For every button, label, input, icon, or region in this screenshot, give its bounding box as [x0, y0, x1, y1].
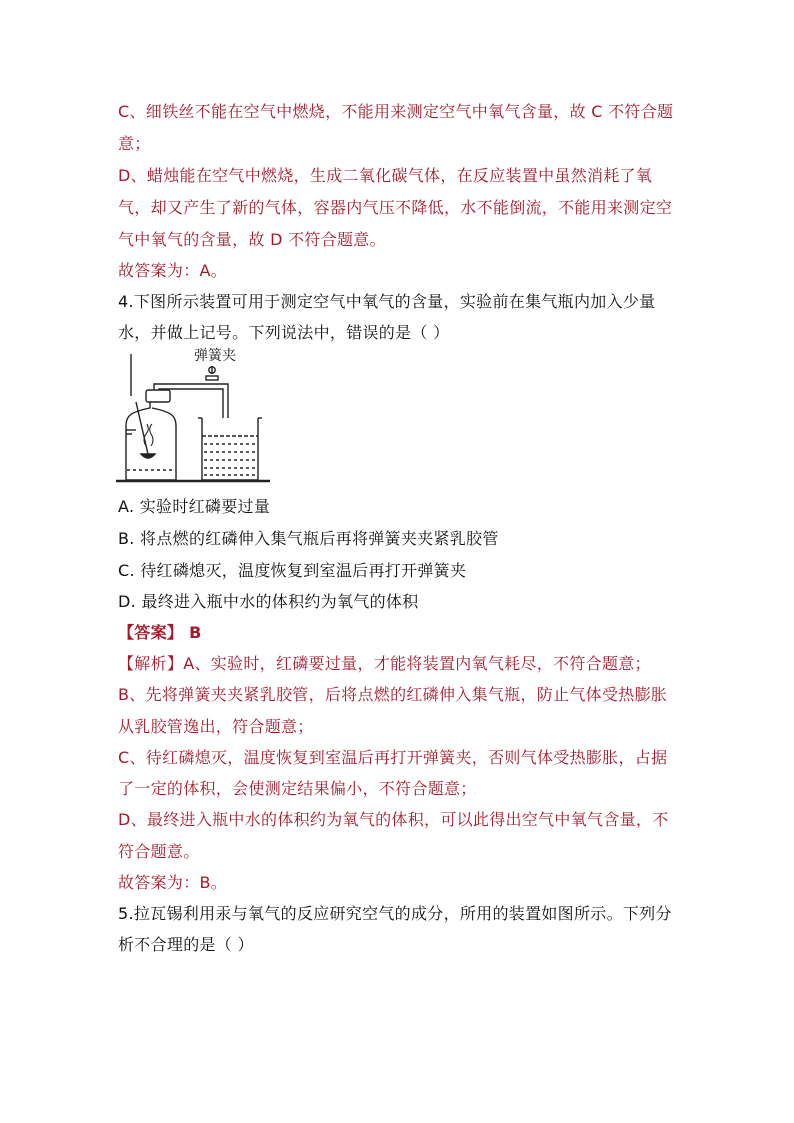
- final-answer: 故答案为：B。: [118, 873, 228, 892]
- analysis-line: D、最终进入瓶中水的体积约为氧气的体积，可以此得出空气中氧气含量，不: [118, 810, 669, 829]
- option-a: A. 实验时红磷要过量: [118, 497, 271, 516]
- text-line: 故答案为：A。: [118, 261, 228, 280]
- option-d: D. 最终进入瓶中水的体积约为氧气的体积: [118, 592, 419, 611]
- clamp-body-icon: [206, 376, 218, 380]
- analysis-line: B、先将弹簧夹夹紧乳胶管，后将点燃的红磷伸入集气瓶，防止气体受热膨胀: [118, 685, 668, 704]
- option-c: C. 待红磷熄灭，温度恢复到室温后再打开弹簧夹: [118, 561, 467, 580]
- bottle-stopper: [146, 390, 170, 402]
- analysis-line: 符合题意。: [118, 842, 200, 861]
- text-line: D、蜡烛能在空气中燃烧，生成二氧化碳气体，在反应装置中虽然消耗了氧: [118, 166, 653, 185]
- analysis-line: 了一定的体积，会使测定结果偏小，不符合题意；: [118, 779, 477, 798]
- question-5-stem: 析不合理的是（ ）: [118, 935, 254, 954]
- text-line: 意；: [118, 134, 151, 153]
- question-4-stem: 水，并做上记号。下列说法中，错误的是（ ）: [118, 323, 450, 342]
- answer-label: 【答案】 B: [118, 623, 202, 642]
- text-line: 气，却又产生了新的气体，容器内气压不降低，水不能倒流，不能用来测定空: [118, 198, 673, 217]
- question-4-stem: 4.下图所示装置可用于测定空气中氧气的含量，实验前在集气瓶内加入少量: [118, 292, 656, 311]
- text-line: C、细铁丝不能在空气中燃烧，不能用来测定空气中氧气含量，故 C 不符合题: [118, 102, 674, 121]
- analysis-line: C、待红磷熄灭，温度恢复到室温后再打开弹簧夹，否则气体受热膨胀，占据: [118, 748, 668, 767]
- option-b: B. 将点燃的红磷伸入集气瓶后再将弹簧夹夹紧乳胶管: [118, 529, 499, 548]
- water-beaker: [202, 418, 258, 480]
- analysis-line: 【解析】A、实验时，红磷要过量，才能将装置内氧气耗尽，不符合题意；: [118, 654, 651, 673]
- gas-bottle: [126, 402, 176, 480]
- analysis-line: 从乳胶管逸出，符合题意；: [118, 717, 314, 736]
- clamp-label: 弹簧夹: [194, 348, 236, 364]
- question-5-stem: 5.拉瓦锡利用汞与氧气的反应研究空气的成分，所用的装置如图所示。下列分: [118, 904, 672, 923]
- text-line: 气中氧气的含量，故 D 不符合题意。: [118, 230, 386, 249]
- apparatus-diagram: [110, 346, 280, 486]
